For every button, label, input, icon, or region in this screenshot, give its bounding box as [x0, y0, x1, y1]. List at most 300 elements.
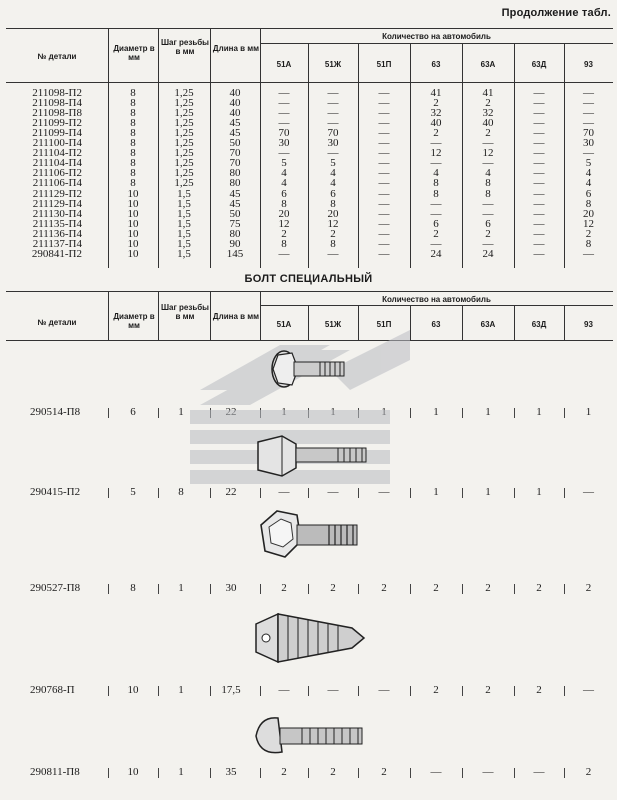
- t1-row-qty: 2: [585, 227, 592, 240]
- t1-row-qty: —: [327, 147, 339, 160]
- row-separator-tick: [514, 768, 515, 778]
- t1-row-length: 45: [229, 127, 241, 140]
- t1-row-qty: —: [430, 237, 442, 250]
- t1-row-qty: —: [378, 247, 390, 260]
- t1-row-qty: 8: [330, 197, 336, 210]
- t2-model-header: 51П: [376, 320, 392, 329]
- t1-model-header: 93: [584, 60, 593, 69]
- t1-header-pitch: Шаг резьбы в мм: [160, 38, 210, 56]
- t1-row-diameter: 10: [127, 237, 139, 250]
- t1-row-qty: —: [278, 97, 290, 110]
- t1-row-diameter: 8: [130, 147, 136, 160]
- t2-row-pitch: 1: [178, 582, 184, 594]
- t1-row-length: 80: [229, 177, 241, 190]
- t2-row-qty: 2: [585, 582, 592, 594]
- t1-row-qty: —: [533, 167, 545, 180]
- t1-row-qty: —: [278, 117, 290, 130]
- t1-row-qty: 24: [430, 247, 442, 260]
- row-separator-tick: [308, 768, 309, 778]
- t2-row-qty: —: [378, 486, 390, 498]
- t1-row-qty: 8: [585, 197, 592, 210]
- t1-row-qty: —: [583, 147, 594, 160]
- t1-row-diameter: 10: [127, 197, 139, 210]
- t2-row-pitch: 1: [178, 406, 184, 418]
- t1-row-qty: 41: [430, 87, 442, 99]
- bolt-round-head-icon: [252, 712, 368, 760]
- row-separator-tick: [564, 408, 565, 418]
- t2-row-qty: 2: [536, 582, 542, 594]
- t1-row-pitch: 1,5: [177, 217, 191, 230]
- t1-row-qty: —: [533, 227, 545, 240]
- t2-row-diameter: 10: [127, 766, 139, 778]
- row-separator-tick: [514, 488, 515, 498]
- t1-row-part: 290841-П2: [31, 247, 82, 260]
- t1-row-qty: —: [378, 97, 390, 110]
- row-separator-tick: [108, 408, 109, 418]
- t1-row-diameter: 8: [130, 97, 136, 110]
- t1-row-qty: 6: [330, 187, 336, 200]
- t1-row-part: 211100-П4: [32, 137, 82, 150]
- t1-row-qty: 2: [281, 227, 287, 240]
- t1-row-qty: —: [583, 87, 594, 99]
- table1-qty-divider: [260, 43, 613, 44]
- t2-header-length: Длина в мм: [212, 312, 260, 321]
- row-separator-tick: [158, 584, 159, 594]
- t1-row-qty: 5: [330, 157, 336, 170]
- t1-model-header: 63А: [480, 60, 496, 69]
- t1-row-qty: 5: [281, 157, 287, 170]
- row-separator-tick: [358, 768, 359, 778]
- t1-header-diameter: Диаметр в мм: [113, 44, 155, 62]
- t2-header-qty: Количество на автомобиль: [382, 295, 491, 304]
- t1-row-part: 211106-П4: [32, 177, 82, 190]
- table2-qty-divider: [260, 305, 613, 306]
- t2-row-part: 290514-П8: [30, 406, 81, 418]
- t2-row-part: 290415-П2: [30, 486, 81, 498]
- t2-row-qty: 1: [433, 486, 439, 498]
- t1-row-pitch: 1,25: [174, 117, 194, 130]
- t1-row-qty: 30: [327, 137, 339, 150]
- t1-row-pitch: 1,25: [174, 177, 194, 190]
- row-separator-tick: [210, 686, 211, 696]
- t2-row-qty: 2: [381, 582, 387, 594]
- row-separator-tick: [410, 768, 411, 778]
- t1-row-qty: 20: [583, 207, 594, 220]
- row-separator-tick: [410, 686, 411, 696]
- row-separator-tick: [108, 488, 109, 498]
- row-separator-tick: [358, 686, 359, 696]
- t2-row-length: 35: [225, 766, 237, 778]
- t1-row-qty: 20: [278, 207, 290, 220]
- t1-row-qty: —: [533, 137, 545, 150]
- t2-row-qty: 2: [485, 684, 491, 696]
- t1-row-qty: 6: [485, 217, 491, 230]
- t1-row-diameter: 8: [130, 117, 136, 130]
- row-separator-tick: [564, 768, 565, 778]
- row-separator-tick: [514, 408, 515, 418]
- t1-row-qty: 8: [485, 177, 491, 190]
- t2-row-pitch: 1: [178, 684, 184, 696]
- t1-row-length: 40: [229, 107, 241, 120]
- t2-row-qty: 2: [281, 766, 287, 778]
- t1-row-qty: —: [327, 247, 339, 260]
- t1-row-qty: —: [327, 107, 339, 120]
- t1-row-diameter: 8: [130, 177, 136, 190]
- t1-row-qty: 30: [278, 137, 290, 150]
- t2-row-qty: 2: [381, 766, 387, 778]
- t1-row-qty: —: [378, 87, 390, 99]
- t1-row-part: 211098-П2: [32, 87, 82, 99]
- t1-row-qty: 12: [278, 217, 290, 230]
- t2-row-qty: —: [430, 766, 442, 778]
- t1-row-part: 211135-П4: [32, 217, 82, 230]
- t2-row-qty: —: [533, 766, 545, 778]
- t1-row-length: 75: [229, 217, 241, 230]
- t1-header-part: № детали: [37, 52, 77, 61]
- t1-row-diameter: 10: [127, 187, 139, 200]
- t1-row-pitch: 1,25: [174, 87, 194, 99]
- t1-row-diameter: 10: [127, 247, 139, 260]
- t1-row-qty: 5: [585, 157, 592, 170]
- t1-row-qty: —: [378, 167, 390, 180]
- t2-row-qty: —: [278, 684, 290, 696]
- t2-row-diameter: 8: [130, 582, 136, 594]
- t2-model-header: 51А: [276, 320, 292, 329]
- t1-row-qty: 8: [433, 187, 439, 200]
- t1-row-pitch: 1,25: [174, 137, 194, 150]
- t1-model-header: 51Ж: [324, 60, 342, 69]
- t1-row-qty: 41: [482, 87, 494, 99]
- t1-row-qty: 6: [281, 187, 287, 200]
- t1-row-qty: 70: [327, 127, 339, 140]
- t1-model-header: 63Д: [531, 60, 547, 69]
- t1-row-diameter: 10: [127, 207, 139, 220]
- t1-row-qty: —: [533, 197, 545, 210]
- t2-row-qty: —: [278, 486, 290, 498]
- t2-row-qty: 2: [585, 766, 592, 778]
- t1-row-qty: 4: [585, 177, 592, 190]
- t1-row-qty: —: [278, 247, 290, 260]
- t1-row-qty: 12: [430, 147, 442, 160]
- t1-row-qty: —: [378, 147, 390, 160]
- t1-row-qty: —: [378, 137, 390, 150]
- t1-row-qty: 24: [482, 247, 494, 260]
- row-separator-tick: [514, 584, 515, 594]
- t1-row-qty: —: [533, 187, 545, 200]
- t2-row-qty: 2: [330, 766, 336, 778]
- row-separator-tick: [158, 488, 159, 498]
- t1-row-qty: —: [482, 137, 494, 150]
- t1-row-qty: —: [533, 87, 545, 99]
- row-separator-tick: [514, 686, 515, 696]
- t2-model-header: 63Д: [531, 320, 547, 329]
- t2-row-qty: 1: [536, 406, 542, 418]
- row-separator-tick: [308, 686, 309, 696]
- row-separator-tick: [462, 488, 463, 498]
- row-separator-tick: [158, 686, 159, 696]
- t1-row-qty: —: [327, 97, 339, 110]
- t1-row-length: 45: [229, 197, 241, 210]
- t1-row-qty: 8: [585, 237, 592, 250]
- t2-row-part: 290768-П: [30, 684, 75, 696]
- t1-row-qty: 70: [583, 127, 594, 140]
- t2-row-length: 30: [225, 582, 237, 594]
- t2-row-qty: —: [583, 684, 594, 696]
- t1-row-qty: —: [533, 117, 545, 130]
- nut-tapered-icon: [252, 610, 368, 666]
- t1-row-qty: 40: [430, 117, 442, 130]
- t2-row-qty: 1: [485, 486, 491, 498]
- t1-model-header: 63: [431, 60, 441, 69]
- t1-row-qty: 4: [281, 177, 287, 190]
- t1-row-qty: —: [378, 237, 390, 250]
- t2-model-header: 51Ж: [324, 320, 342, 329]
- t2-row-qty: —: [482, 766, 494, 778]
- t1-row-pitch: 1,5: [177, 197, 191, 210]
- t1-row-qty: —: [378, 127, 390, 140]
- t1-row-part: 211137-П4: [32, 237, 82, 250]
- t1-row-qty: —: [430, 157, 442, 170]
- t1-row-qty: —: [430, 197, 442, 210]
- t2-col-div: [108, 291, 109, 340]
- t1-row-qty: 4: [433, 167, 439, 180]
- t1-row-qty: 8: [330, 237, 336, 250]
- t2-row-part: 290527-П8: [30, 582, 81, 594]
- t1-row-qty: 2: [485, 97, 491, 110]
- t1-row-length: 90: [229, 237, 241, 250]
- row-separator-tick: [564, 584, 565, 594]
- t1-row-pitch: 1,25: [174, 167, 194, 180]
- t2-row-qty: 2: [330, 582, 336, 594]
- t1-row-qty: —: [533, 237, 545, 250]
- t1-row-qty: 2: [485, 227, 491, 240]
- t1-model-header: 51А: [276, 60, 292, 69]
- t2-row-length: 22: [225, 486, 237, 498]
- t1-row-qty: 4: [281, 167, 287, 180]
- row-separator-tick: [358, 584, 359, 594]
- t1-row-qty: 8: [281, 197, 287, 210]
- t1-row-qty: —: [378, 107, 390, 120]
- t1-row-part: 211104-П2: [32, 147, 82, 160]
- t1-row-qty: 8: [485, 187, 491, 200]
- t1-row-qty: 12: [327, 217, 339, 230]
- t1-row-length: 70: [229, 147, 241, 160]
- bolt-hex-head-icon: [252, 430, 372, 480]
- t1-row-qty: 12: [482, 147, 494, 160]
- t1-row-qty: —: [378, 177, 390, 190]
- row-separator-tick: [108, 584, 109, 594]
- t1-row-qty: —: [533, 107, 545, 120]
- bolt-flange-head-icon: [270, 345, 350, 390]
- t2-row-qty: —: [327, 486, 339, 498]
- t1-row-qty: —: [583, 107, 594, 120]
- t1-header-length: Длина в мм: [212, 44, 260, 53]
- t1-row-qty: —: [378, 227, 390, 240]
- t1-row-part: 211098-П4: [32, 97, 82, 110]
- t2-row-pitch: 8: [178, 486, 184, 498]
- t1-row-qty: —: [378, 197, 390, 210]
- table1-header-bottom: [6, 82, 613, 83]
- t2-model-header: 63: [431, 320, 441, 329]
- t1-row-qty: —: [533, 217, 545, 230]
- t1-row-qty: 12: [583, 217, 594, 230]
- t1-row-diameter: 8: [130, 127, 136, 140]
- t2-row-qty: 2: [485, 582, 491, 594]
- t1-row-pitch: 1,25: [174, 97, 194, 110]
- row-separator-tick: [308, 584, 309, 594]
- t1-row-qty: 4: [485, 167, 491, 180]
- row-separator-tick: [210, 584, 211, 594]
- section-title: БОЛТ СПЕЦИАЛЬНЫЙ: [244, 273, 373, 285]
- t2-col-div: [158, 291, 159, 340]
- row-separator-tick: [210, 768, 211, 778]
- t1-row-part: 211099-П2: [32, 117, 82, 130]
- t1-row-length: 80: [229, 227, 241, 240]
- t1-row-length: 40: [229, 97, 241, 110]
- t2-row-diameter: 10: [127, 684, 139, 696]
- t1-row-qty: —: [278, 147, 290, 160]
- t1-row-pitch: 1,5: [177, 227, 191, 240]
- t2-model-header: 93: [584, 320, 593, 329]
- t1-row-qty: —: [533, 127, 545, 140]
- t2-model-header: 63А: [480, 320, 496, 329]
- t1-row-part: 211098-П8: [32, 107, 82, 120]
- t1-row-qty: —: [583, 117, 594, 130]
- t2-header-part: № детали: [37, 318, 77, 327]
- t1-row-pitch: 1,5: [177, 187, 191, 200]
- t1-row-pitch: 1,25: [174, 127, 194, 140]
- t1-row-pitch: 1,5: [177, 237, 191, 250]
- t1-row-qty: —: [482, 207, 494, 220]
- t2-row-qty: —: [378, 684, 390, 696]
- t1-row-pitch: 1,25: [174, 107, 194, 120]
- t1-row-qty: —: [430, 207, 442, 220]
- t2-header-pitch: Шаг резьбы в мм: [160, 303, 210, 321]
- t1-row-qty: 2: [330, 227, 336, 240]
- t1-row-pitch: 1,25: [174, 157, 194, 170]
- row-separator-tick: [462, 408, 463, 418]
- t1-row-qty: —: [327, 117, 339, 130]
- t1-row-qty: 4: [585, 167, 592, 180]
- t1-row-part: 211106-П2: [32, 167, 82, 180]
- t1-row-qty: 8: [281, 237, 287, 250]
- t1-row-qty: 6: [433, 217, 439, 230]
- t2-row-diameter: 6: [130, 406, 136, 418]
- continuation-label: Продолжение табл.: [501, 7, 611, 19]
- t1-row-length: 80: [229, 167, 241, 180]
- t1-row-qty: 70: [278, 127, 290, 140]
- t1-row-pitch: 1,25: [174, 147, 194, 160]
- row-separator-tick: [410, 584, 411, 594]
- t2-row-pitch: 1: [178, 766, 184, 778]
- row-separator-tick: [564, 686, 565, 696]
- t1-row-qty: —: [482, 197, 494, 210]
- t1-row-length: 145: [226, 247, 244, 260]
- t2-row-part: 290811-П8: [30, 766, 80, 778]
- t1-row-qty: —: [378, 187, 390, 200]
- t2-row-qty: 1: [585, 406, 592, 418]
- t1-row-diameter: 10: [127, 227, 139, 240]
- t1-row-length: 45: [229, 187, 241, 200]
- t1-row-pitch: 1,5: [177, 207, 191, 220]
- t1-row-qty: —: [378, 207, 390, 220]
- bolt-hex-thick-icon: [255, 505, 365, 565]
- t2-row-qty: 1: [433, 406, 439, 418]
- t2-row-qty: 1: [536, 486, 542, 498]
- t1-row-qty: 4: [330, 167, 336, 180]
- t1-row-length: 50: [229, 207, 241, 220]
- t1-row-qty: —: [533, 247, 545, 260]
- t1-row-qty: 2: [433, 127, 439, 140]
- t1-row-qty: 8: [433, 177, 439, 190]
- t1-row-qty: —: [533, 207, 545, 220]
- t1-row-qty: —: [327, 87, 339, 99]
- t1-row-length: 50: [229, 137, 241, 150]
- t1-row-diameter: 8: [130, 167, 136, 180]
- t2-row-qty: 2: [281, 582, 287, 594]
- t2-row-qty: —: [583, 486, 594, 498]
- t1-row-part: 211104-П4: [32, 157, 82, 170]
- t2-row-qty: 2: [433, 684, 439, 696]
- t1-row-qty: 4: [330, 177, 336, 190]
- t1-row-part: 211099-П4: [32, 127, 82, 140]
- row-separator-tick: [158, 768, 159, 778]
- t1-row-qty: —: [533, 177, 545, 190]
- t1-row-qty: —: [533, 97, 545, 110]
- t2-row-qty: 1: [485, 406, 491, 418]
- t2-row-qty: 2: [433, 582, 439, 594]
- t1-row-part: 211136-П4: [32, 227, 82, 240]
- t1-row-qty: —: [430, 137, 442, 150]
- t1-row-qty: —: [482, 237, 494, 250]
- t1-row-diameter: 8: [130, 157, 136, 170]
- t1-row-diameter: 10: [127, 217, 139, 230]
- t1-row-qty: —: [378, 117, 390, 130]
- t1-row-qty: —: [278, 87, 290, 99]
- table1-top-border: [6, 28, 613, 29]
- row-separator-tick: [462, 768, 463, 778]
- t1-row-qty: —: [378, 217, 390, 230]
- row-separator-tick: [158, 408, 159, 418]
- t1-row-part: 211130-П4: [32, 207, 82, 220]
- t1-row-qty: 20: [327, 207, 339, 220]
- row-separator-tick: [108, 768, 109, 778]
- row-separator-tick: [462, 584, 463, 594]
- t1-row-qty: —: [533, 157, 545, 170]
- t1-row-qty: 32: [430, 107, 442, 120]
- t1-row-qty: —: [378, 157, 390, 170]
- t1-row-qty: 32: [482, 107, 494, 120]
- t1-row-qty: —: [583, 247, 594, 260]
- t1-row-qty: 6: [585, 187, 592, 200]
- t1-row-qty: —: [482, 157, 494, 170]
- t2-row-qty: —: [327, 684, 339, 696]
- t1-row-pitch: 1,5: [177, 247, 191, 260]
- t1-row-length: 45: [229, 117, 241, 130]
- t2-row-diameter: 5: [130, 486, 136, 498]
- t1-row-qty: 40: [482, 117, 494, 130]
- t2-row-length: 17,5: [221, 684, 241, 696]
- t2-row-qty: 2: [536, 684, 542, 696]
- t1-row-qty: —: [533, 147, 545, 160]
- t1-row-qty: 30: [583, 137, 594, 150]
- row-separator-tick: [564, 488, 565, 498]
- t1-row-part: 211129-П4: [32, 197, 82, 210]
- row-separator-tick: [462, 686, 463, 696]
- t1-row-qty: 2: [433, 97, 439, 110]
- t1-header-qty: Количество на автомобиль: [382, 32, 491, 41]
- t1-row-length: 40: [229, 87, 241, 99]
